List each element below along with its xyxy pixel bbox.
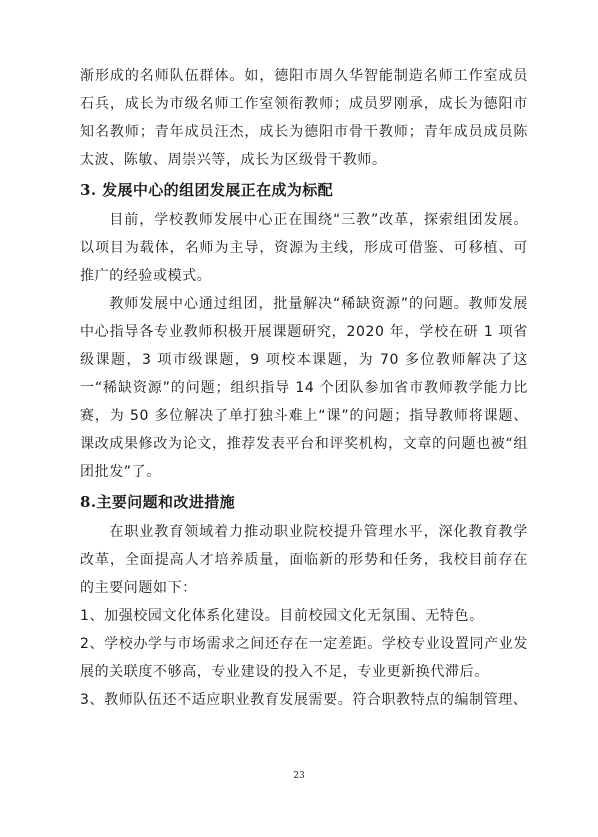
section-heading: 3. 发展中心的组团发展正在成为标配 xyxy=(80,181,334,199)
body-paragraph: 教师发展中心通过组团，批量解决“稀缺资源”的问题。教师发展中心指导各专业教师积极开展课题研究，2020 年，学校在研 1 项省级课题，3 项市级课题，9 项校本课题，为 70 多位教师解决了这一“稀缺资源”的问题；组织指导 14 个团队参加省市教师教学能力比赛，为 50 多位解决了单打独斗难上“课”的问题；指导教师将课题、课改成果修改为论文，推荐发表平台和评奖机构，文章的问题也被“组团批发”了。 xyxy=(80,296,528,480)
page-content xyxy=(80,62,528,714)
list-item: 2、学校办学与市场需求之间还存在一定差距。学校专业设置同产业发展的关联度不够高，专业建设的投入不足，专业更新换代滞后。 xyxy=(80,636,528,680)
page-number: 23 xyxy=(293,771,305,781)
body-paragraph: 在职业教育领域着力推动职业院校提升管理水平，深化教育教学改革，全面提高人才培养质量，面临新的形势和任务，我校目前存在的主要问题如下： xyxy=(80,524,528,596)
body-paragraph: 目前，学校教师发展中心正在围绕“三教”改革，探索组团发展。以项目为载体，名师为主导，资源为主线，形成可借鉴、可移植、可推广的经验或模式。 xyxy=(80,212,528,284)
body-paragraph: 渐形成的名师队伍群体。如，德阳市周久华智能制造名师工作室成员石兵，成长为市级名师工作室领衔教师；成员罗刚承，成长为德阳市知名教师；青年成员汪杰，成长为德阳市骨干教师；青年成员成员陈太波、陈敏、周崇兴等，成长为区级骨干教师。 xyxy=(80,68,528,168)
section-heading: 8.主要问题和改进措施 xyxy=(80,493,236,511)
list-item: 1、加强校园文化体系化建设。目前校园文化无氛围、无特色。 xyxy=(80,608,484,624)
list-item: 3、教师队伍还不适应职业教育发展需要。符合职教特点的编制管理、 xyxy=(80,692,528,708)
